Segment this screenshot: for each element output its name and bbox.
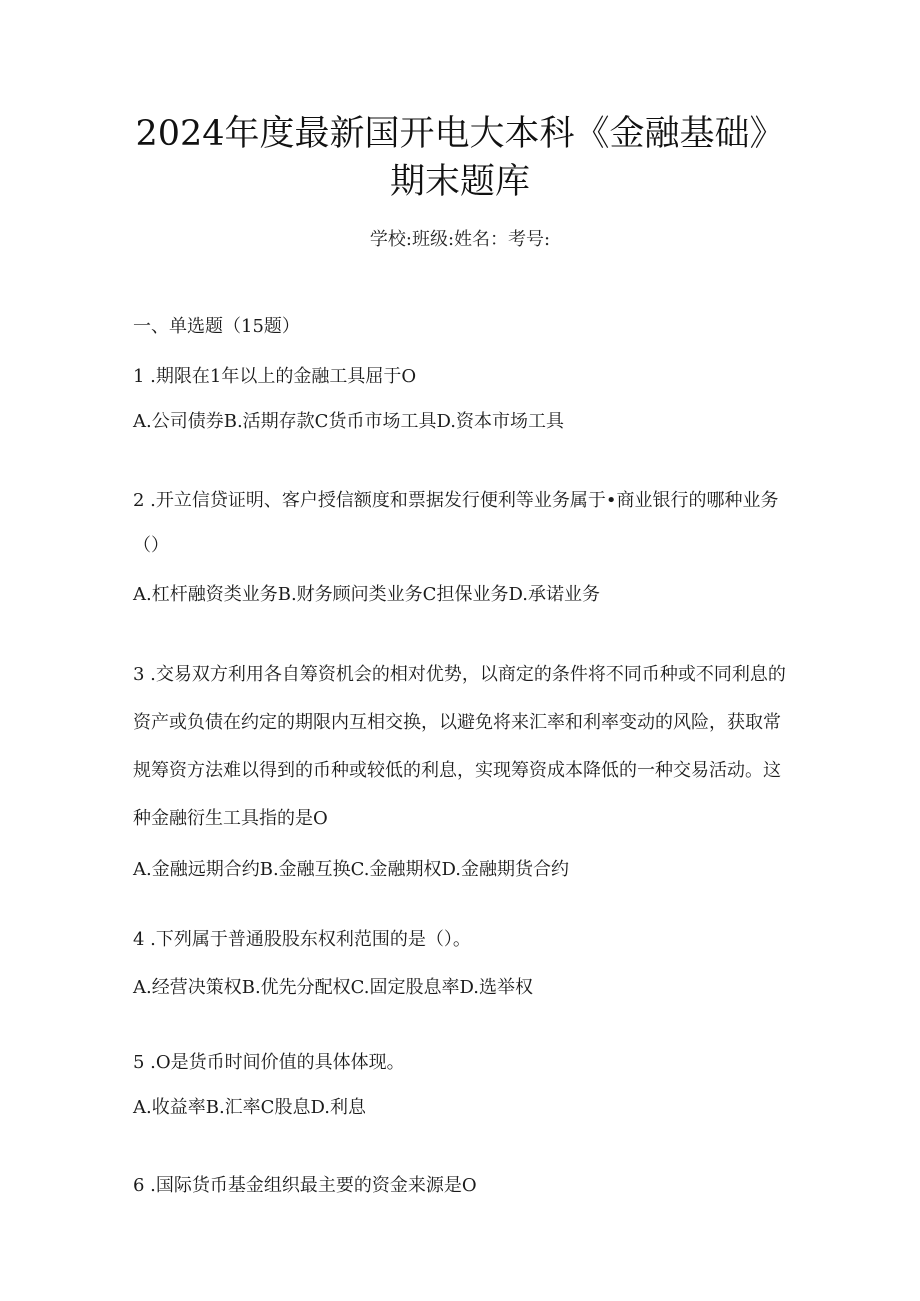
question-text: 5 .O是货币时间价值的具体体现。 xyxy=(133,1052,405,1073)
document-title: 2024年度最新国开电大本科《金融基础》期末题库 xyxy=(135,114,785,202)
question-list xyxy=(133,313,793,1200)
question-text: 1 .期限在1年以上的金融工具屈于O xyxy=(133,366,417,387)
question-text: 4 .下列属于普通股股东权利范围的是（）。 xyxy=(133,929,471,950)
student-info-line: 学校:班级:姓名：考号: xyxy=(369,229,551,250)
question-text: 6 .国际货币基金组织最主要的资金来源是O xyxy=(133,1175,477,1196)
question-options: A.公司债券B.活期存款C货币市场工具D.资本市场工具 xyxy=(133,411,564,432)
question-1 xyxy=(133,363,793,436)
question-4 xyxy=(133,926,793,1002)
question-options: A.收益率B.汇率C股息D.利息 xyxy=(133,1097,366,1118)
section-heading: 一、单选题（15题） xyxy=(133,316,300,337)
question-options: A.经营决策权B.优先分配权C.固定股息率D.选举权 xyxy=(133,977,534,998)
question-5 xyxy=(133,1049,793,1122)
question-options: A.杠杆融资类业务B.财务顾问类业务C担保业务D.承诺业务 xyxy=(133,584,600,605)
question-options: A.金融远期合约B.金融互换C.金融期权D.金融期货合约 xyxy=(133,859,570,880)
question-text: 3 .交易双方利用各自筹资机会的相对优势，以商定的条件将不同币种或不同利息的资产或负债在约定的期限内互相交换，以避免将来汇率和利率变动的风险，获取常规筹资方法难以得到的币种或较低的利息，实现筹资成本降低的一种交易活动。这种金融衍生工具指的是O xyxy=(133,664,786,829)
question-3 xyxy=(133,651,793,884)
question-6 xyxy=(133,1172,793,1200)
question-text: 2 .开立信贷证明、客户授信额度和票据发行便利等业务属于•商业银行的哪种业务（） xyxy=(133,490,779,556)
question-2 xyxy=(133,478,793,609)
